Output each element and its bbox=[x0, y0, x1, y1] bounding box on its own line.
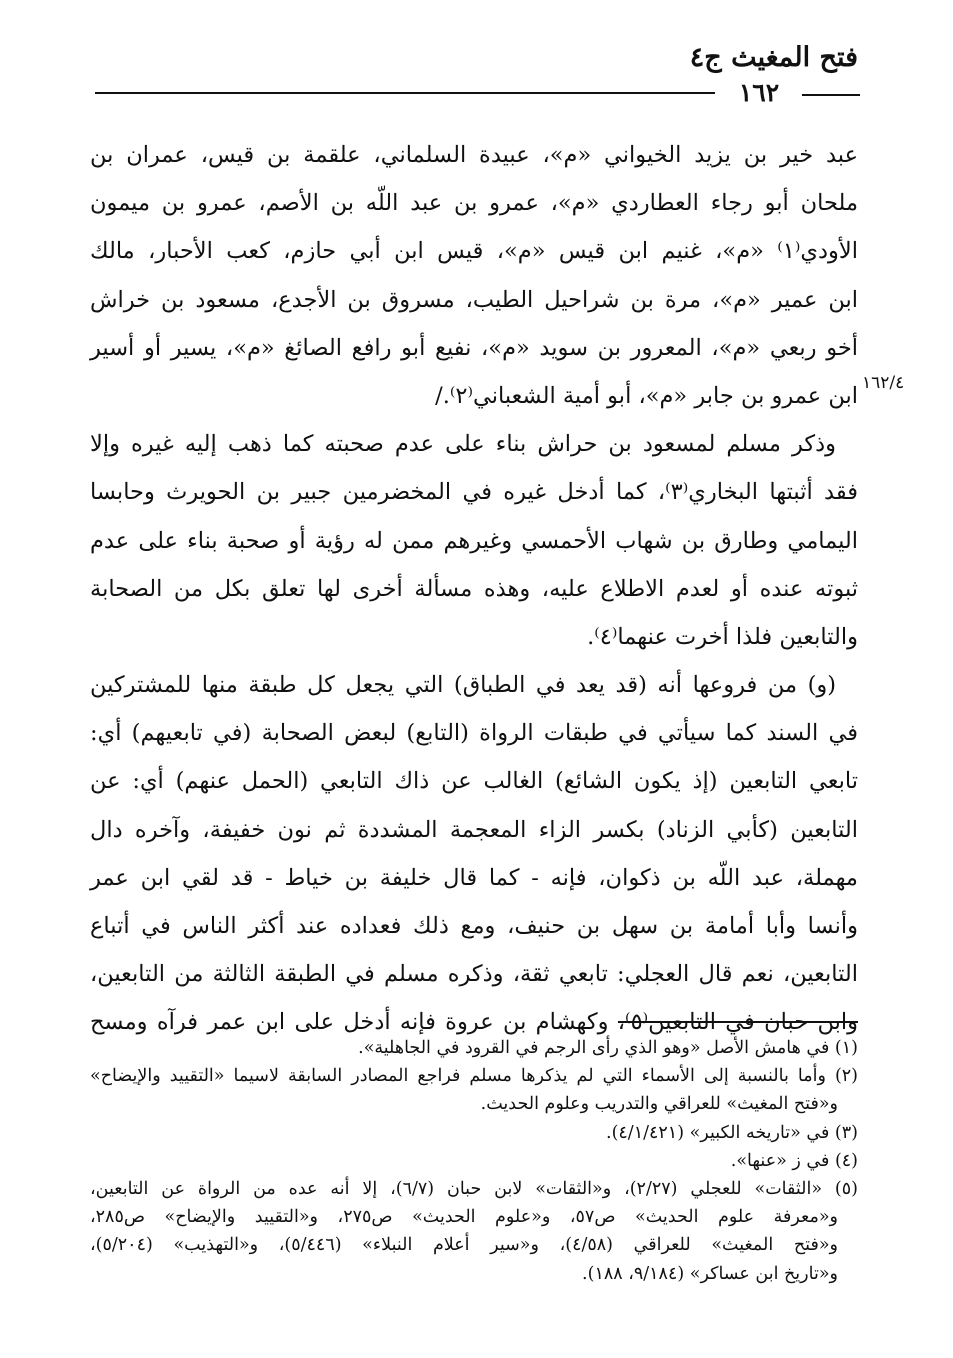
text-line: فقد أثبتها البخاري⁽٣⁾، كما أدخل غيره في المخضرمين جبير بن الحويرث وحابسا bbox=[90, 479, 858, 506]
text-line: ابن عمير «م»، مرة بن شراحيل الطيب، مسروق بن الأجدع، مسعود بن خراش bbox=[90, 286, 858, 313]
text-line: عبد خير بن يزيد الخيواني «م»، عبيدة السلماني، علقمة بن قيس، عمران بن bbox=[90, 142, 858, 168]
text-line: والتابعين فلذا أخرت عنهما⁽٤⁾. bbox=[587, 623, 858, 650]
footnote-line: و«فتح المغيث» للعراقي والتدريب وعلوم الحديث. bbox=[480, 1094, 838, 1115]
footnotes bbox=[90, 1034, 858, 1288]
text-line: وابن حبان في التابعين⁽٥⁾، وكهشام بن عروة فإنه أدخل على ابن عمر فرآه ومسح bbox=[90, 1009, 858, 1036]
footnote-line: و«معرفة علوم الحديث» ص٥٧، و«علوم الحديث» ص٢٧٥، و«التقييد والإيضاح» ص٢٨٥، bbox=[90, 1207, 839, 1228]
footnote-line: (٣) في «تاريخه الكبير» (٤/١/٤٢١). bbox=[606, 1122, 858, 1143]
text-line: تابعي التابعين (إذ يكون الشائع) الغالب عن ذاك التابعي (الحمل عنهم) أي: عن bbox=[90, 768, 858, 795]
text-line: وأنسا وأبا أمامة بن سهل بن حنيف، ومع ذلك فعداده عند أكثر الناس في أتباع bbox=[90, 913, 858, 939]
text-line: اليمامي وطارق بن شهاب الأحمسي وغيرهم ممن له رؤية أو صحبة بناء على عدم bbox=[90, 527, 858, 554]
text-line: مهملة، عبد اللّه بن ذكوان، فإنه - كما قال خليفة بن خياط - قد لقي ابن عمر bbox=[90, 864, 858, 891]
footnote-line: (٥) «الثقات» للعجلي (٢/٢٧)، و«الثقات» لابن حبان (٦/٧)، إلا أنه عده من الرواة عن التابعين، bbox=[90, 1178, 858, 1199]
footnote-line: (٢) وأما بالنسبة إلى الأسماء التي لم يذكرها مسلم فراجع المصادر السابقة لاسيما «التقييد والإيضاح» bbox=[90, 1066, 858, 1087]
text-line: في السند كما سيأتي في طبقات الرواة (التابع) لبعض الصحابة (في تابعيهم) أي: bbox=[90, 720, 858, 747]
text-line: وذكر مسلم لمسعود بن حراش بناء على عدم صحبته كما ذهب إليه غيره وإلا bbox=[90, 431, 836, 458]
text-line: ملحان أبو رجاء العطاردي «م»، عمرو بن عبد اللّه بن الأصم، عمرو بن ميمون bbox=[90, 190, 858, 217]
text-line: (و) من فروعها أنه (قد يعد في الطباق) التي يجعل كل طبقة منها للمشتركين bbox=[90, 672, 836, 699]
text-line: الأودي⁽١⁾ «م»، غنيم ابن قيس «م»، قيس ابن أبي حازم، كعب الأحبار، مالك bbox=[90, 238, 858, 265]
footnote-rule bbox=[618, 1021, 858, 1023]
main-text bbox=[90, 131, 858, 1047]
margin-page-reference: ١٦٢/٤ bbox=[862, 373, 905, 393]
running-header-title: فتح المغيث ج٤ bbox=[689, 42, 858, 73]
text-line: أخو ربعي «م»، المعرور بن سويد «م»، نفيع أبو رافع الصائغ «م»، يسير أو أسير bbox=[90, 334, 858, 361]
footnote-line: و«تاريخ ابن عساكر» (٩/١٨٤، ١٨٨). bbox=[582, 1263, 838, 1284]
footnote-line: (٤) في ز «عنها». bbox=[730, 1150, 858, 1171]
footnote-line: و«فتح المغيث» للعراقي (٤/٥٨)، و«سير أعلام النبلاء» (٥/٤٤٦)، و«التهذيب» (٥/٢٠٤)، bbox=[90, 1235, 838, 1256]
footnote-line: (١) في هامش الأصل «وهو الذي رأى الرجم في القرود في الجاهلية». bbox=[358, 1038, 858, 1058]
text-line: التابعين (كأبي الزناد) بكسر الزاء المعجمة المشددة ثم نون خفيفة، وآخره دال bbox=[90, 816, 858, 843]
page-number: ١٦٢ bbox=[738, 78, 780, 107]
header-rule bbox=[95, 92, 715, 94]
text-line: ثبوته عنده أو لعدم الاطلاع عليه، وهذه مسألة أخرى لها تعلق بكل من الصحابة bbox=[90, 575, 858, 602]
text-line: التابعين، نعم قال العجلي: تابعي ثقة، وذكره مسلم في الطبقة الثالثة من التابعين، bbox=[90, 961, 858, 988]
text-line: ابن عمرو بن جابر «م»، أبو أمية الشعباني⁽٢⁾./ bbox=[435, 382, 858, 409]
page-number-rule bbox=[802, 94, 860, 96]
